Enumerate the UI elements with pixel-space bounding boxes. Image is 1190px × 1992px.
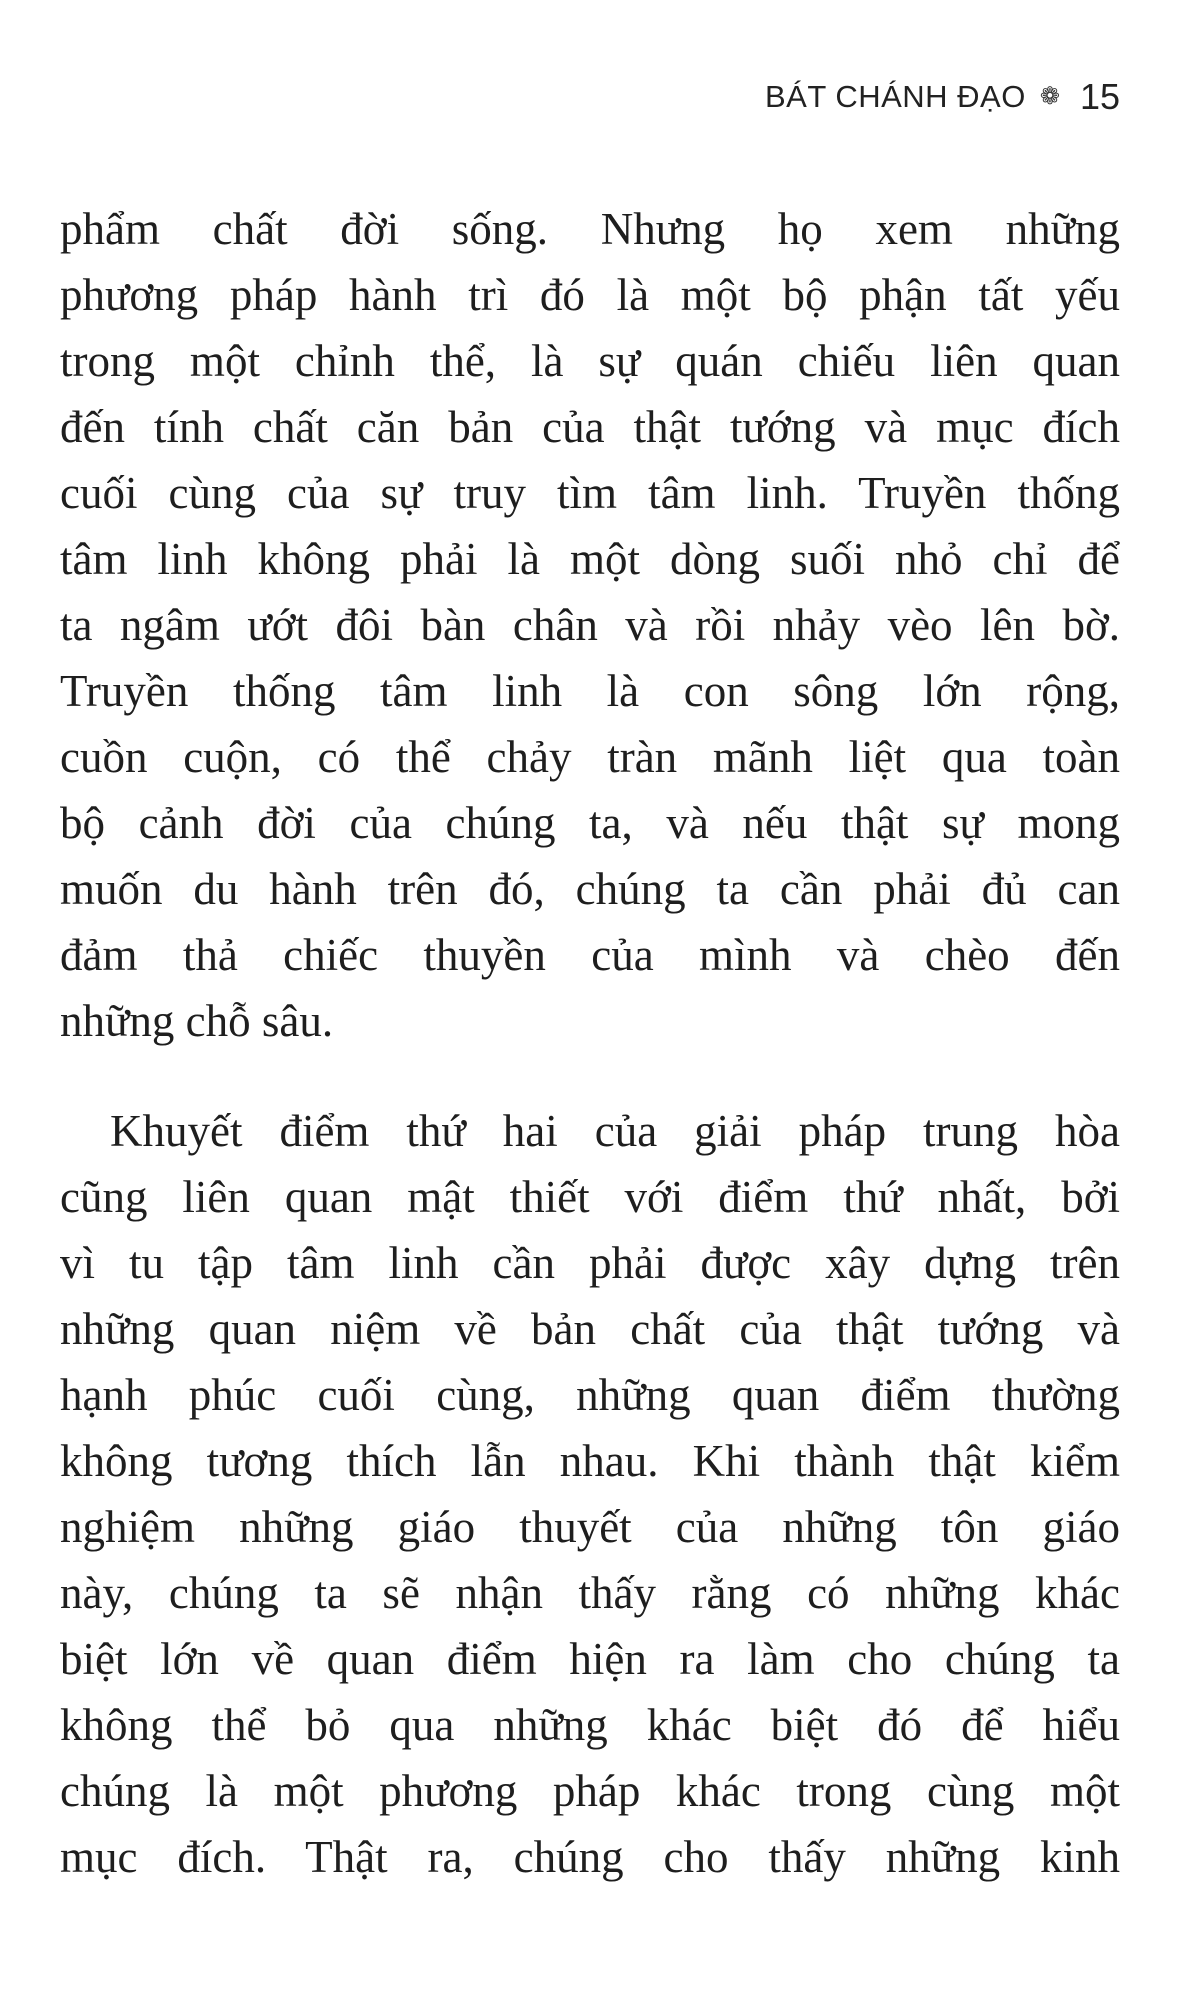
text-line: Khuyết điểm thứ hai của giải pháp trung hòa <box>110 1106 1120 1156</box>
paragraph-1 <box>60 196 1120 1054</box>
text-line: cuồn cuộn, có thể chảy tràn mãnh liệt qua toàn <box>60 732 1120 782</box>
text-line: những quan niệm về bản chất của thật tướng và <box>60 1304 1120 1354</box>
text-line: nghiệm những giáo thuyết của những tôn giáo <box>60 1502 1120 1552</box>
text-line: không thể bỏ qua những khác biệt đó để hiểu <box>60 1700 1120 1750</box>
text-line: phẩm chất đời sống. Nhưng họ xem những <box>60 204 1120 254</box>
text-line: không tương thích lẫn nhau. Khi thành thật kiểm <box>60 1436 1120 1486</box>
text-line: Truyền thống tâm linh là con sông lớn rộng, <box>60 666 1120 716</box>
text-line: mục đích. Thật ra, chúng cho thấy những kinh <box>60 1832 1120 1882</box>
text-line: bộ cảnh đời của chúng ta, và nếu thật sự mong <box>60 798 1120 848</box>
text-line: hạnh phúc cuối cùng, những quan điểm thường <box>60 1370 1120 1420</box>
text-line: muốn du hành trên đó, chúng ta cần phải đủ can <box>60 864 1120 914</box>
text-line: những chỗ sâu. <box>60 996 334 1046</box>
text-line: đảm thả chiếc thuyền của mình và chèo đến <box>60 930 1120 980</box>
text-line: ta ngâm ướt đôi bàn chân và rồi nhảy vèo lên bờ. <box>60 600 1120 650</box>
running-header <box>765 76 1120 118</box>
text-line: phương pháp hành trì đó là một bộ phận tất yếu <box>60 270 1120 320</box>
text-line: biệt lớn về quan điểm hiện ra làm cho chúng ta <box>60 1634 1120 1684</box>
text-line: trong một chỉnh thể, là sự quán chiếu liên quan <box>60 336 1120 386</box>
text-line: chúng là một phương pháp khác trong cùng một <box>60 1766 1120 1816</box>
text-line: đến tính chất căn bản của thật tướng và mục đích <box>60 402 1120 452</box>
page-number: 15 <box>1079 76 1120 117</box>
text-line: cũng liên quan mật thiết với điểm thứ nhất, bởi <box>60 1172 1120 1222</box>
text-line: tâm linh không phải là một dòng suối nhỏ chỉ để <box>60 534 1120 584</box>
text-line: cuối cùng của sự truy tìm tâm linh. Truyền thống <box>60 468 1120 518</box>
text-line: này, chúng ta sẽ nhận thấy rằng có những khác <box>60 1568 1120 1618</box>
text-line: vì tu tập tâm linh cần phải được xây dựng trên <box>60 1238 1120 1288</box>
paragraph-2 <box>60 1098 1120 1890</box>
flower-ornament-icon: ❁ <box>1039 83 1060 110</box>
chapter-title: BÁT CHÁNH ĐẠO <box>764 79 1026 114</box>
